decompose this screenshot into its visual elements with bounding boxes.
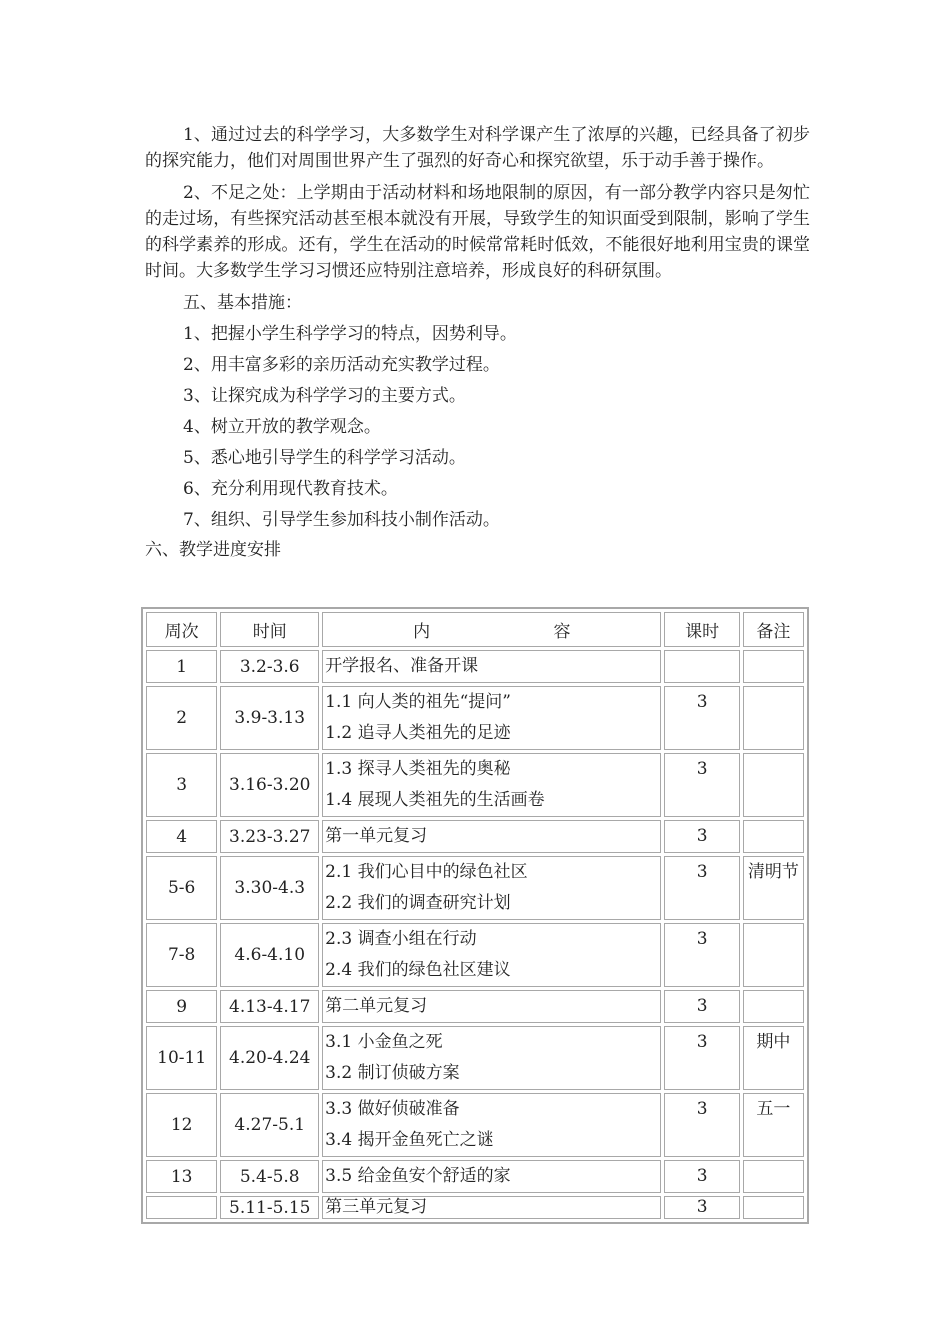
content-line: 第二单元复习 <box>325 996 428 1016</box>
header-content <box>322 612 661 647</box>
cell-hours: 3 <box>664 753 739 817</box>
measure-item: 7、组织、引导学生参加科技小制作活动。 <box>183 510 500 530</box>
cell-week: 2 <box>146 686 217 750</box>
content-line: 第三单元复习 <box>325 1197 428 1217</box>
schedule-body <box>146 650 804 1219</box>
cell-hours: 3 <box>664 1160 739 1193</box>
cell-time: 5.11-5.15 <box>220 1196 319 1219</box>
cell-time: 4.6-4.10 <box>220 923 319 987</box>
content-line: 3.3 做好侦破准备 <box>325 1099 460 1119</box>
cell-note <box>743 1196 804 1219</box>
content-line: 第一单元复习 <box>325 826 428 846</box>
cell-note: 清明节 <box>743 856 804 920</box>
header-content-left: 内 <box>413 622 431 642</box>
cell-content <box>322 990 661 1023</box>
content-line: 2.4 我们的绿色社区建议 <box>325 960 511 980</box>
cell-note <box>743 990 804 1023</box>
cell-note <box>743 1160 804 1193</box>
table-row <box>146 1160 804 1193</box>
document-body <box>145 122 810 562</box>
content-line: 1.1 向人类的祖先“提问” <box>325 692 511 712</box>
cell-hours <box>664 650 739 683</box>
cell-hours: 3 <box>664 990 739 1023</box>
cell-content <box>322 923 661 987</box>
paragraph-shortcomings: 2、不足之处：上学期由于活动材料和场地限制的原因，有一部分教学内容只是匆忙的走过场，有些探究活动甚至根本就没有开展，导致学生的知识面受到限制，影响了学生的科学素养的形成。还有，学生在活动的时候常常耗时低效，不能很好地利用宝贵的课堂时间。大多数学生学习习惯还应特别注意培养，形成良好的科研氛围。 <box>145 183 810 281</box>
content-line: 1.3 探寻人类祖先的奥秘 <box>325 759 511 779</box>
cell-note <box>743 650 804 683</box>
cell-week: 9 <box>146 990 217 1023</box>
cell-week: 3 <box>146 753 217 817</box>
table-row <box>146 923 804 987</box>
paragraph-interest: 1、通过过去的科学学习，大多数学生对科学课产生了浓厚的兴趣，已经具备了初步的探究能力，他们对周围世界产生了强烈的好奇心和探究欲望，乐于动手善于操作。 <box>145 125 810 171</box>
table-row <box>146 650 804 683</box>
content-line: 3.5 给金鱼安个舒适的家 <box>325 1166 511 1186</box>
table-row <box>146 820 804 853</box>
measure-item: 3、让探究成为科学学习的主要方式。 <box>183 386 466 406</box>
measures-title: 五、基本措施： <box>183 293 302 313</box>
cell-hours: 3 <box>664 856 739 920</box>
cell-time: 3.16-3.20 <box>220 753 319 817</box>
cell-time: 4.13-4.17 <box>220 990 319 1023</box>
content-line: 3.1 小金鱼之死 <box>325 1032 443 1052</box>
cell-week: 4 <box>146 820 217 853</box>
measure-item: 6、充分利用现代教育技术。 <box>183 479 398 499</box>
cell-content <box>322 856 661 920</box>
measure-item: 4、树立开放的教学观念。 <box>183 417 381 437</box>
header-note: 备注 <box>743 612 804 647</box>
cell-time: 4.27-5.1 <box>220 1093 319 1157</box>
table-row <box>146 1026 804 1090</box>
cell-content <box>322 1026 661 1090</box>
content-line: 2.3 调查小组在行动 <box>325 929 477 949</box>
cell-content <box>322 820 661 853</box>
cell-note <box>743 820 804 853</box>
table-row <box>146 856 804 920</box>
cell-note <box>743 753 804 817</box>
cell-hours: 3 <box>664 820 739 853</box>
cell-hours: 3 <box>664 1196 739 1219</box>
cell-note: 期中 <box>743 1026 804 1090</box>
content-line: 1.2 追寻人类祖先的足迹 <box>325 723 511 743</box>
schedule-table <box>141 607 809 1224</box>
content-line: 1.4 展现人类祖先的生活画卷 <box>325 790 545 810</box>
cell-content <box>322 1160 661 1193</box>
schedule-title: 六、教学进度安排 <box>145 540 281 560</box>
cell-content <box>322 686 661 750</box>
table-row <box>146 753 804 817</box>
cell-content <box>322 650 661 683</box>
header-week: 周次 <box>146 612 217 647</box>
content-line: 开学报名、准备开课 <box>325 656 479 676</box>
cell-time: 3.30-4.3 <box>220 856 319 920</box>
cell-week <box>146 1196 217 1219</box>
table-row <box>146 686 804 750</box>
cell-note: 五一 <box>743 1093 804 1157</box>
header-hours: 课时 <box>664 612 739 647</box>
cell-hours: 3 <box>664 686 739 750</box>
content-line: 2.1 我们心目中的绿色社区 <box>325 862 528 882</box>
content-line: 3.4 揭开金鱼死亡之谜 <box>325 1130 494 1150</box>
cell-week: 13 <box>146 1160 217 1193</box>
table-row <box>146 990 804 1023</box>
cell-content <box>322 1196 661 1219</box>
cell-week: 5-6 <box>146 856 217 920</box>
cell-week: 1 <box>146 650 217 683</box>
cell-content <box>322 1093 661 1157</box>
content-line: 3.2 制订侦破方案 <box>325 1063 460 1083</box>
cell-time: 3.2-3.6 <box>220 650 319 683</box>
cell-hours: 3 <box>664 1026 739 1090</box>
cell-time: 3.9-3.13 <box>220 686 319 750</box>
cell-hours: 3 <box>664 1093 739 1157</box>
cell-time: 4.20-4.24 <box>220 1026 319 1090</box>
cell-note <box>743 686 804 750</box>
cell-time: 3.23-3.27 <box>220 820 319 853</box>
table-header-row <box>146 612 804 647</box>
content-line: 2.2 我们的调查研究计划 <box>325 893 511 913</box>
measure-item: 1、把握小学生科学学习的特点，因势利导。 <box>183 324 517 344</box>
measure-item: 2、用丰富多彩的亲历活动充实教学过程。 <box>183 355 500 375</box>
header-time: 时间 <box>220 612 319 647</box>
cell-week: 12 <box>146 1093 217 1157</box>
table-row <box>146 1093 804 1157</box>
table-row <box>146 1196 804 1219</box>
cell-week: 7-8 <box>146 923 217 987</box>
measure-item: 5、悉心地引导学生的科学学习活动。 <box>183 448 466 468</box>
cell-note <box>743 923 804 987</box>
header-content-right: 容 <box>553 622 571 642</box>
cell-time: 5.4-5.8 <box>220 1160 319 1193</box>
cell-content <box>322 753 661 817</box>
cell-hours: 3 <box>664 923 739 987</box>
cell-week: 10-11 <box>146 1026 217 1090</box>
